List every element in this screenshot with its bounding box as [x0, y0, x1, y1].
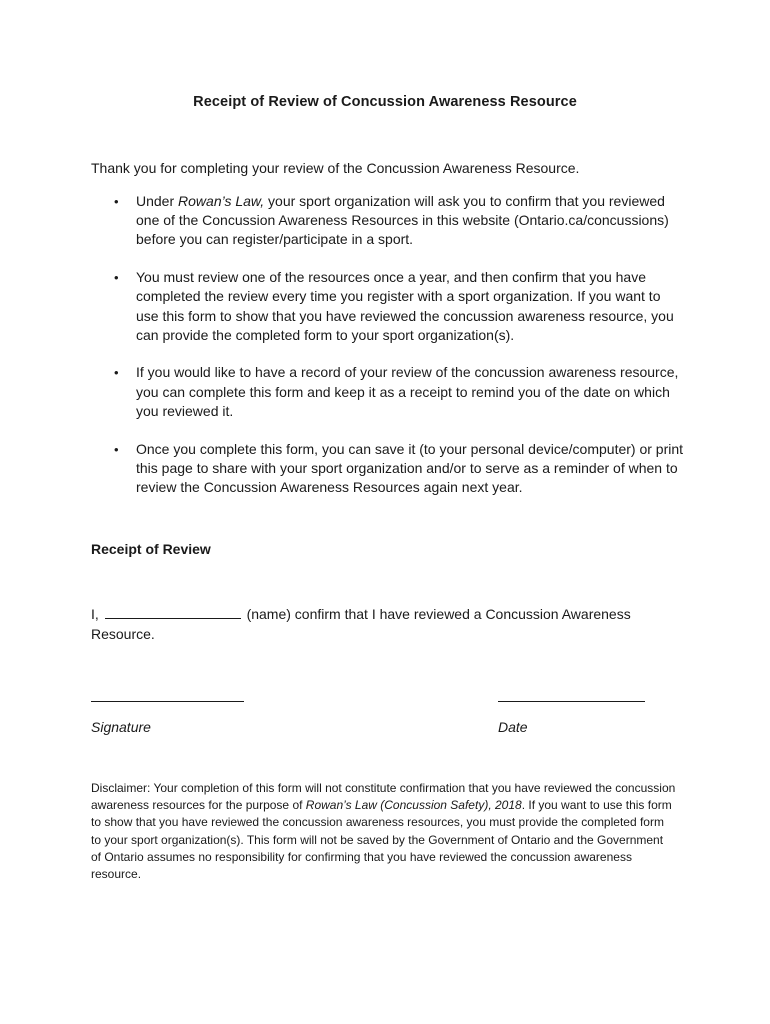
bullet-text: If you would like to have a record of your review of the concussion awareness resource, you can complete this form and keep it as a receipt to remind you of the date on which you reviewed it.: [136, 364, 679, 419]
bullet-text-end: your sport organization will ask you to confirm that you reviewed one of the Concussion Awareness Resources in this website (Ontario.ca/concussions) before you can register/participate in a sport.: [136, 193, 669, 248]
disclaimer-part-1: Disclaimer: Your completion of this form will not constitute confirmation that you have reviewed the concussion awareness resources for the purpose of: [91, 781, 676, 813]
bullet-icon: •: [114, 194, 119, 209]
list-item: [91, 268, 686, 345]
bullet-icon: •: [114, 365, 119, 381]
confirm-suffix: (name) confirm that I have reviewed a Concussion Awareness Resource.: [91, 606, 631, 642]
bullet-icon: •: [114, 270, 119, 286]
intro-text: Thank you for completing your review of the Concussion Awareness Resource.: [91, 160, 580, 176]
bullet-text-start: Under: [136, 193, 179, 209]
name-field[interactable]: [105, 604, 241, 619]
disclaimer-part-2: . If you want to use this form to show that you have reviewed the concussion awareness resources, you must provide the completed form to your sport organization(s). This form will not be saved by the Government of Ontario and the Government of Ontario assumes no responsibility for confirming that you have reviewed the concussion awareness resource.: [91, 798, 672, 882]
signature-label: Signature: [91, 719, 151, 735]
bullet-text: Once you complete this form, you can save it (to your personal device/computer) or print this page to share with your sport organization and/or to serve as a reminder of when to review the Concussion Awareness Resources again next year.: [136, 440, 684, 495]
disclaimer-text: [91, 780, 676, 883]
instruction-list: [91, 192, 686, 516]
list-item: [91, 192, 686, 250]
bullet-icon: •: [114, 441, 119, 457]
list-item: [91, 363, 686, 421]
signature-field[interactable]: [91, 701, 244, 702]
confirmation-statement: [91, 604, 671, 644]
date-label: Date: [498, 719, 528, 735]
disclaimer-law-emphasis: Rowan’s Law (Concussion Safety), 2018: [305, 798, 522, 813]
page-title: Receipt of Review of Concussion Awareness Resource: [193, 94, 577, 110]
receipt-heading: Receipt of Review: [91, 541, 211, 557]
confirm-prefix: I,: [91, 606, 99, 622]
date-field[interactable]: [498, 701, 645, 702]
rowans-law-emphasis: Rowan’s Law,: [178, 193, 265, 209]
list-item: [91, 440, 686, 498]
bullet-text: You must review one of the resources once a year, and then confirm that you have completed the review every time you register with a sport organization. If you want to use this form to show that you have reviewed the concussion awareness resource, you can provide the completed form to your sport organization(s).: [136, 269, 674, 343]
